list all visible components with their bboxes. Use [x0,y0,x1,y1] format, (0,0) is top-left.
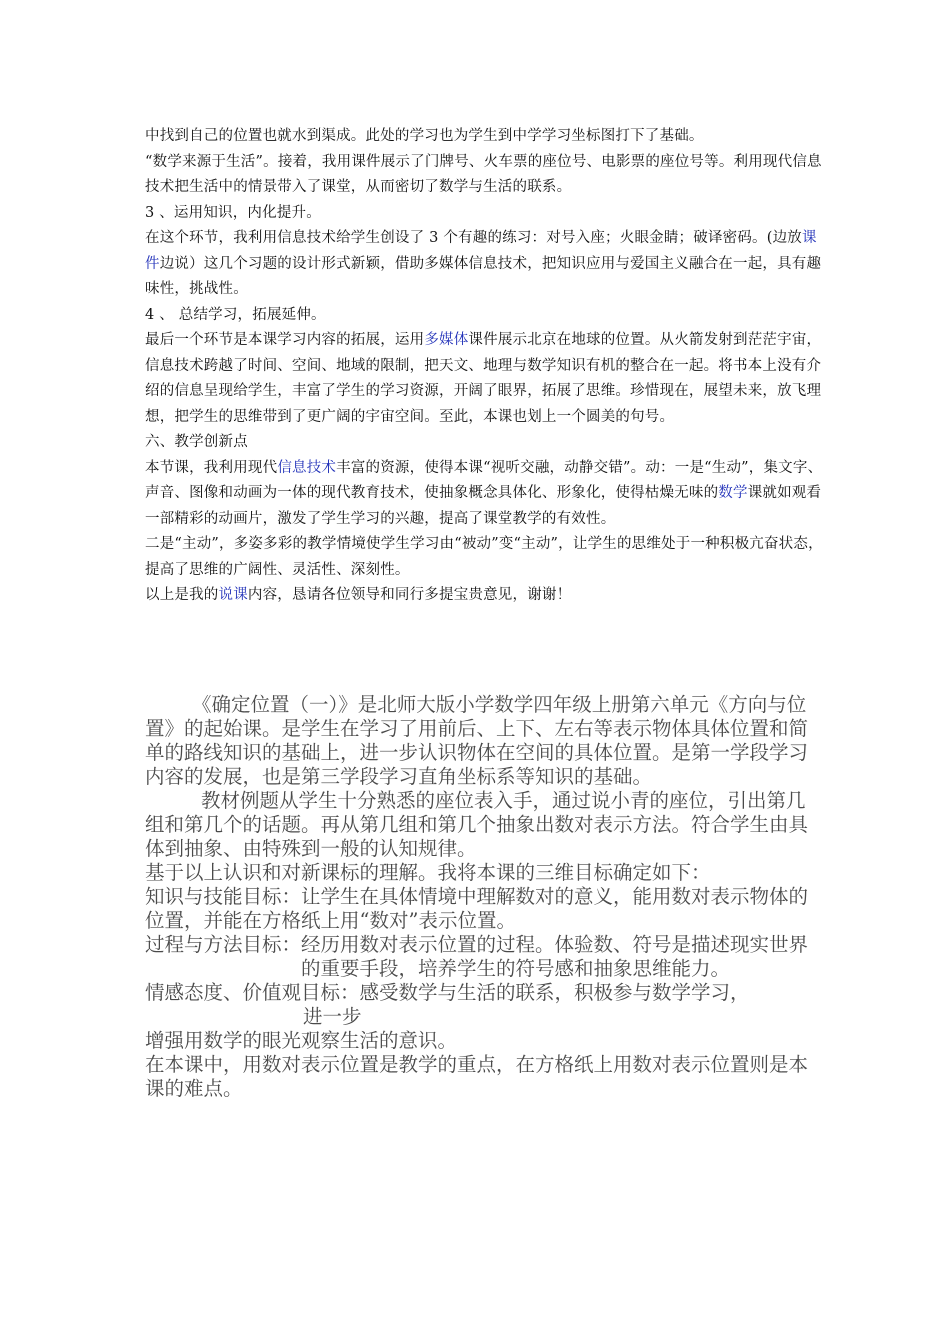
paragraph: 本节课，我利用现代信息技术丰富的资源，使得本课“视听交融，动静交错”。动：一是“生动”，集文字、声音、图像和动画为一体的现代教育技术，使抽象概念具体化、形象化，使得枯燥无味的数学课就如观看一部精彩的动画片，激发了学生学习的兴趣，提高了课堂教学的有效性。 [145,459,823,527]
goal-label: 过程与方法目标： [145,933,302,956]
math-link[interactable]: 数学 [718,485,748,501]
paragraph: 最后一个环节是本课学习内容的拓展，运用多媒体课件展示北京在地球的位置。从火箭发射到茫茫宇宙，信息技术跨越了时间、空间、地域的限制，把天文、地理与数学知识有机的整合在一起。将书本上没有介绍的信息呈现给学生，丰富了学生的学习资源，开阔了眼界，拓展了思维。珍惜现在，展望未来，放飞理想，把学生的思维带到了更广阔的宇宙空间。至此，本课也划上一个圆美的句号。 [145,332,822,425]
lesson-talk-link[interactable]: 说课 [218,587,248,603]
paragraph: 《确定位置（一）》是北师大版小学数学四年级上册第六单元《方向与位置》的起始课。是学生在学习了用前后、上下、左右等表示物体具体位置和简单的路线知识的基础上，进一步认识物体在空间的具体位置。是第一学段学习内容的发展，也是第三学段学习直角坐标系等知识的基础。 [145,693,809,788]
section-heading: 3 、运用知识，内化提升。 [145,204,321,221]
courseware-link[interactable]: 课件 [145,230,817,272]
paragraph: 进一步 [303,1005,362,1028]
paragraph: “数学来源于生活”。接着，我用课件展示了门牌号、火车票的座位号、电影票的座位号等。利用现代信息技术把生活中的情景带入了课堂，从而密切了数学与生活的联系。 [145,153,822,195]
paragraph: 二是“主动”，多姿多彩的教学情境使学生学习由“被动”变“主动”，让学生的思维处于一种积极亢奋状态，提高了思维的广阔性、灵活性、深刻性。 [145,536,823,578]
goal-text: 经历用数对表示位置的过程。体验数、符号是描述现实世界的重要手段，培养学生的符号感和抽象思维能力。 [301,933,809,980]
section-heading: 六、教学创新点 [145,434,248,450]
multimedia-link[interactable]: 多媒体 [424,332,469,348]
info-tech-link[interactable]: 信息技术 [277,459,337,476]
paragraph: 在本课中，用数对表示位置是教学的重点，在方格纸上用数对表示位置则是本课的难点。 [145,1053,809,1100]
teaching-material-section [145,693,817,1101]
paragraph: 教材例题从学生十分熟悉的座位表入手，通过说小青的座位，引出第几组和第几个的话题。再从第几组和第几个抽象出数对表示方法。符合学生由具体到抽象、由特殊到一般的认知规律。 [145,789,809,860]
process-goal [145,933,817,981]
paragraph: 在这个环节，我利用信息技术给学生创设了 3 个有趣的练习：对号入座；火眼金睛；破译密码。(边放课件边说）这几个习题的设计形式新颖，借助多媒体信息技术，把知识应用与爱国主义融合在一起，具有趣味性，挑战性。 [145,230,822,297]
section-heading: 4 、 总结学习，拓展延伸。 [145,306,326,323]
lesson-talk-section [145,124,825,609]
paragraph: 以上是我的说课内容，恳请各位领导和同行多提宝贵意见，谢谢！ [145,587,572,603]
paragraph: 知识与技能目标：让学生在具体情境中理解数对的意义，能用数对表示物体的位置，并能在方格纸上用“数对”表示位置。 [145,885,809,932]
paragraph: 中找到自己的位置也就水到渠成。此处的学习也为学生到中学学习坐标图打下了基础。 [145,128,704,144]
paragraph: 基于以上认识和对新课标的理解。我将本课的三维目标确定如下： [145,861,711,884]
paragraph: 情感态度、价值观目标：感受数学与生活的联系，积极参与数学学习， [145,981,750,1004]
paragraph: 增强用数学的眼光观察生活的意识。 [145,1029,458,1052]
